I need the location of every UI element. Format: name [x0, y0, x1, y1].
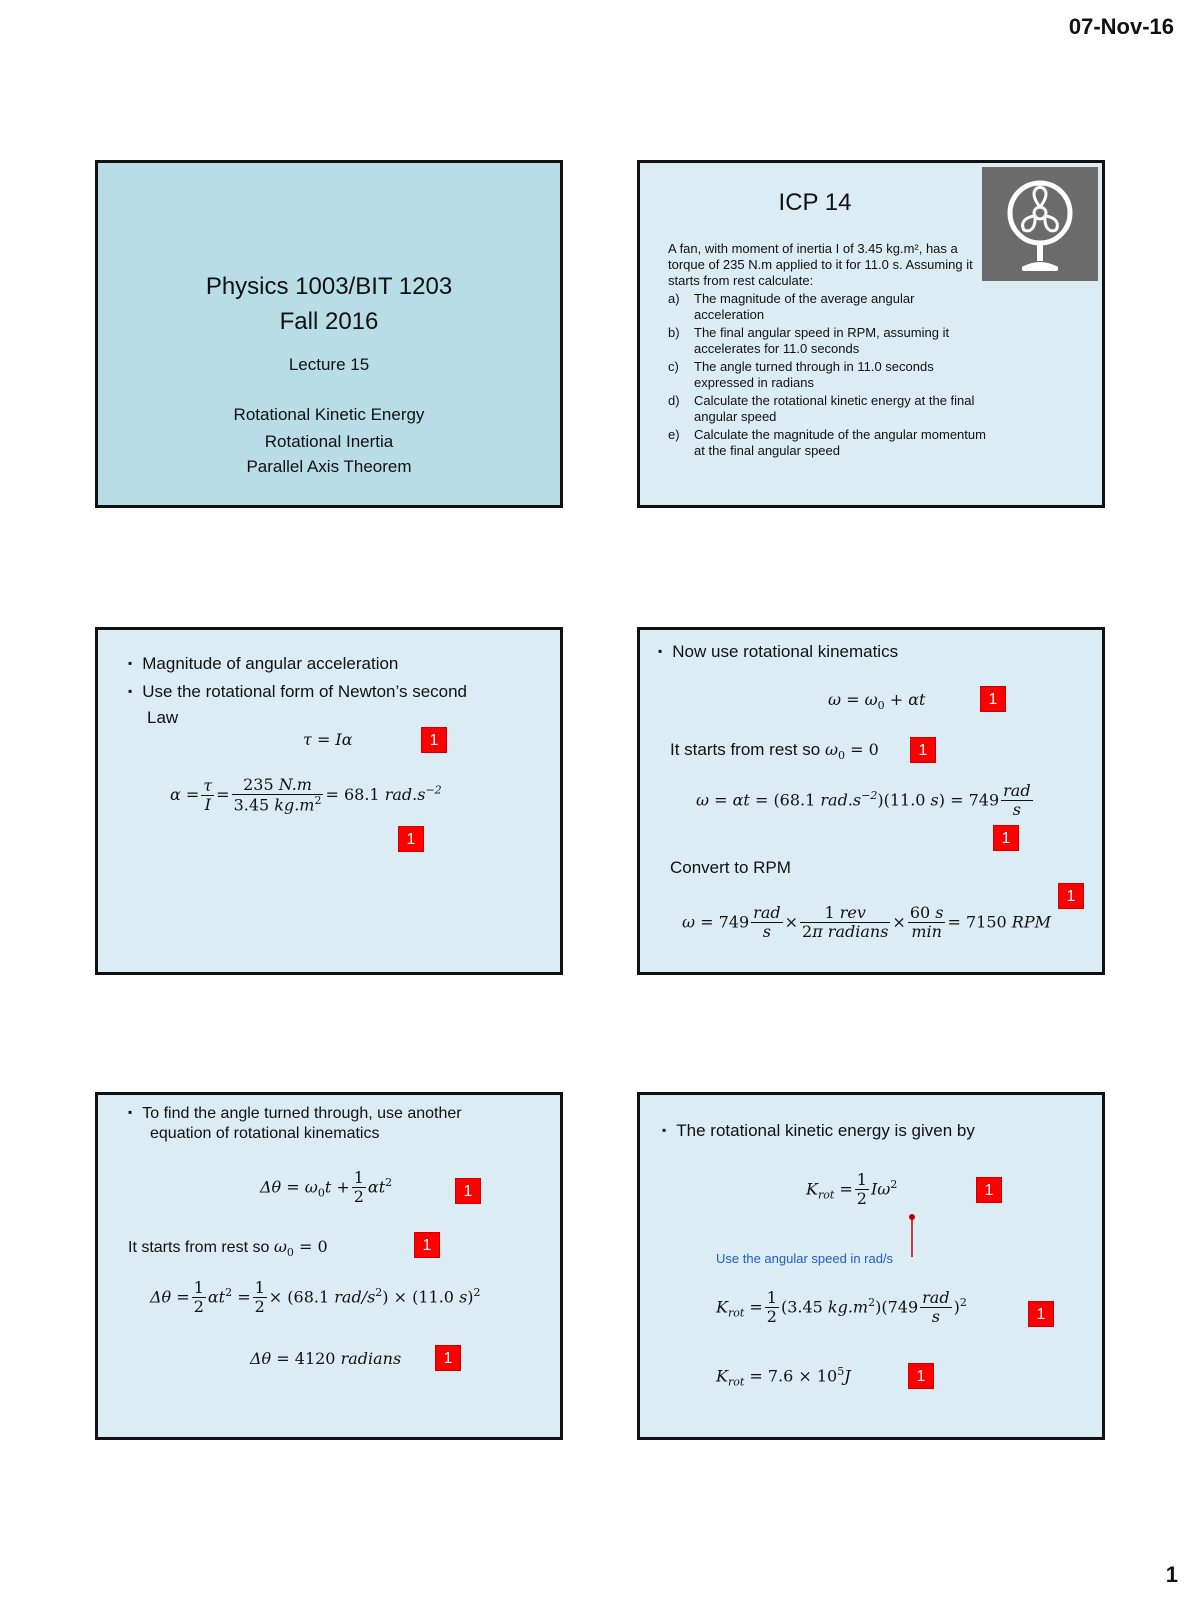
equation-krot-values: $K_{rot}$ = $\frac{1}{2}$ (3.45 $kg.m^2)(749$ $\frac{\text{rad}}{s}$ )$^2$ [716, 1288, 967, 1327]
pointer-line [908, 1213, 916, 1257]
score-badge: 1 [1058, 883, 1084, 909]
bullet-text: ▪ To find the angle turned through, use another [128, 1105, 462, 1123]
bullet-text: ▪ Use the rotational form of Newton’s second [128, 682, 467, 702]
rest-statement: It starts from rest so $\omega_0 = 0$ [128, 1237, 328, 1260]
note-text: Use the angular speed in rad/s [716, 1251, 894, 1266]
equation-krot-result: $K_{rot} = 7.6 \times 10^5J$ [716, 1365, 851, 1389]
list-item: a) The magnitude of the average angular acceleration [668, 291, 915, 322]
score-badge: 1 [414, 1232, 440, 1258]
equation-krot: $K_{rot}$ = $\frac{1}{2}$ $I\omega^2$ [806, 1170, 898, 1209]
equation-alpha: α = $\frac{\tau}{I}$ = $\frac{235 N.m}{3.45 kg.m^2}$ = 68.1 $rad.s^{-2}$ [170, 775, 442, 815]
slide-rotational-kinematics [637, 627, 1105, 975]
course-title: Physics 1003/BIT 1203 [205, 273, 453, 300]
bullet-text-cont: equation of rotational kinematics [150, 1125, 380, 1142]
score-badge: 1 [435, 1345, 461, 1371]
topic-item: Rotational Kinetic Energy [233, 405, 425, 424]
score-badge: 1 [908, 1363, 934, 1389]
icp-title: ICP 14 [778, 189, 852, 216]
equation-delta-theta-value: Δθ = $\frac{1}{2}$ $\alpha t^2$ = $\frac{1}{2}$ × (68.1 rad/$s^2) \times (11.0$ s)$^2$ [150, 1278, 481, 1317]
list-item: b) The final angular speed in RPM, assuming it accelerates for 11.0 seconds [668, 325, 950, 356]
list-item: d) Calculate the rotational kinetic energy at the final angular speed [668, 393, 975, 424]
slide-kinetic-energy [637, 1092, 1105, 1440]
score-badge: 1 [993, 825, 1019, 851]
bullet-text: ▪ Magnitude of angular acceleration [128, 654, 398, 674]
slide-angle-turned [95, 1092, 563, 1440]
icp-problem [668, 241, 988, 459]
topic-item: Parallel Axis Theorem [246, 457, 412, 476]
equation-omega-value: ω = αt = (68.1 $rad.s^{-2})(11.0$ s) = 749 $\frac{\text{rad}}{s}$ [696, 781, 1031, 820]
slide-title [95, 160, 563, 508]
page-number: 1 [1165, 1562, 1178, 1587]
score-badge: 1 [398, 826, 424, 852]
equation-delta-theta-result: Δθ = 4120 radians [250, 1349, 402, 1368]
equation-rpm: ω = 749 $\frac{\text{rad}}{s}$ × $\frac{\text{1 rev}}{\text{2π radians}}$ × $\frac{60 s}{\min}$ = 7150 RPM [682, 903, 1051, 942]
fan-icon [982, 167, 1098, 281]
bullet-text-cont: Law [147, 708, 179, 727]
slide-angular-acceleration [95, 627, 563, 975]
topic-item: Rotational Inertia [264, 432, 394, 451]
bullet-text: ▪ The rotational kinetic energy is given by [662, 1121, 975, 1141]
score-badge: 1 [976, 1177, 1002, 1203]
rest-statement: It starts from rest so $\omega_0 = 0$ [670, 740, 879, 763]
convert-label: Convert to RPM [670, 858, 791, 877]
term-title: Fall 2016 [279, 308, 379, 335]
score-badge: 1 [1028, 1301, 1054, 1327]
score-badge: 1 [980, 686, 1006, 712]
list-item: e) Calculate the magnitude of the angular momentum at the final angular speed [668, 427, 986, 458]
score-badge: 1 [455, 1178, 481, 1204]
score-badge: 1 [421, 727, 447, 753]
fan-image [982, 167, 1098, 281]
bullet-text: ▪ Now use rotational kinematics [658, 642, 898, 662]
lecture-label: Lecture 15 [288, 355, 370, 374]
equation-delta-theta: $\Delta\theta = \omega_0t$ + $\frac{1}{2}$ $\alpha t^2$ [260, 1168, 393, 1207]
list-item: c) The angle turned through in 11.0 seconds expressed in radians [668, 359, 934, 390]
equation-omega: $\omega = \omega_0 + \alpha t$ [828, 690, 926, 713]
icp-intro: A fan, with moment of inertia I of 3.45 kg.m², has a torque of 235 N.m applied to it for 11.0 s. Assuming it starts from rest calculate: [668, 241, 973, 288]
header-date: 07-Nov-16 [1068, 14, 1174, 39]
equation-torque: τ = Iα [303, 730, 353, 749]
score-badge: 1 [910, 737, 936, 763]
slide-icp14 [637, 160, 1105, 508]
